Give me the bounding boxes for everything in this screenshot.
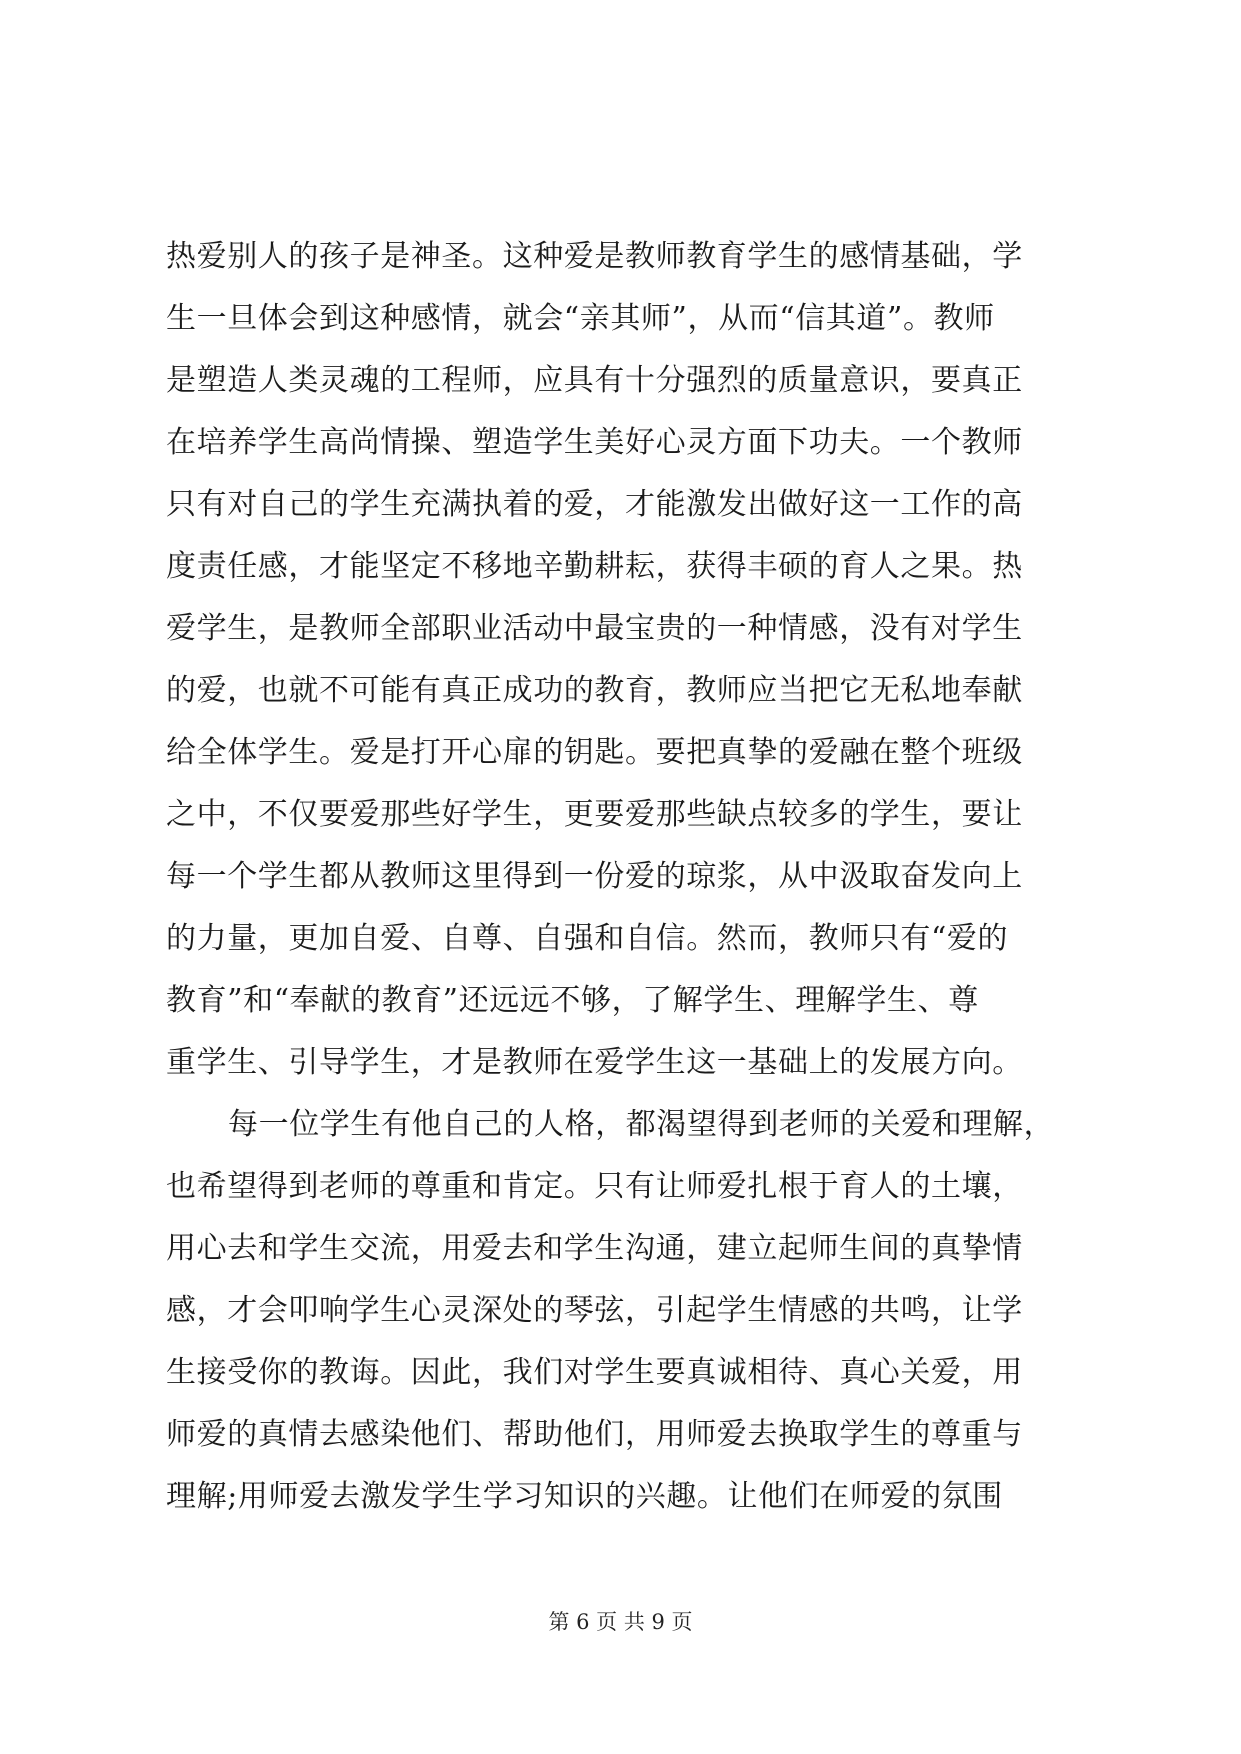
text-line: 师爱的真情去感染他们、帮助他们，用师爱去换取学生的尊重与 [166,1417,1023,1452]
paragraph-start-line: 每一位学生有他自己的人格，都渴望得到老师的关爱和理解， [228,1107,1055,1142]
text-line: 理解;用师爱去激发学生学习知识的兴趣。让他们在师爱的氛围 [166,1479,1003,1514]
page-number-footer: 第 6 页 共 9 页 [548,1610,693,1634]
text-line: 给全体学生。爱是打开心扉的钥匙。要把真挚的爱融在整个班级 [166,735,1023,770]
text-line: 用心去和学生交流，用爱去和学生沟通，建立起师生间的真挚情 [166,1231,1023,1266]
text-line: 爱学生，是教师全部职业活动中最宝贵的一种情感，没有对学生 [166,611,1023,646]
text-line: 之中，不仅要爱那些好学生，更要爱那些缺点较多的学生，要让 [166,797,1023,832]
text-line: 度责任感，才能坚定不移地辛勤耕耘，获得丰硕的育人之果。热 [166,549,1023,584]
text-line: 的力量，更加自爱、自尊、自强和自信。然而，教师只有“爱的 [166,921,1009,956]
text-line: 教育”和“奉献的教育”还远远不够，了解学生、理解学生、尊 [166,983,979,1018]
document-body [166,226,1086,1528]
text-line: 感，才会叩响学生心灵深处的琴弦，引起学生情感的共鸣，让学 [166,1293,1023,1328]
text-line: 生一旦体会到这种感情，就会“亲其师”，从而“信其道”。教师 [166,301,995,336]
text-line: 重学生、引导学生，才是教师在爱学生这一基础上的发展方向。 [166,1045,1023,1080]
text-line: 是塑造人类灵魂的工程师，应具有十分强烈的质量意识，要真正 [166,363,1023,398]
text-line: 每一个学生都从教师这里得到一份爱的琼浆，从中汲取奋发向上 [166,859,1023,894]
text-line: 生接受你的教诲。因此，我们对学生要真诚相待、真心关爱，用 [166,1355,1023,1390]
text-line: 在培养学生高尚情操、塑造学生美好心灵方面下功夫。一个教师 [166,425,1023,460]
text-line: 热爱别人的孩子是神圣。这种爱是教师教育学生的感情基础，学 [166,239,1023,274]
text-line: 只有对自己的学生充满执着的爱，才能激发出做好这一工作的高 [166,487,1023,522]
text-line: 的爱，也就不可能有真正成功的教育，教师应当把它无私地奉献 [166,673,1023,708]
text-line: 也希望得到老师的尊重和肯定。只有让师爱扎根于育人的土壤， [166,1169,1023,1204]
